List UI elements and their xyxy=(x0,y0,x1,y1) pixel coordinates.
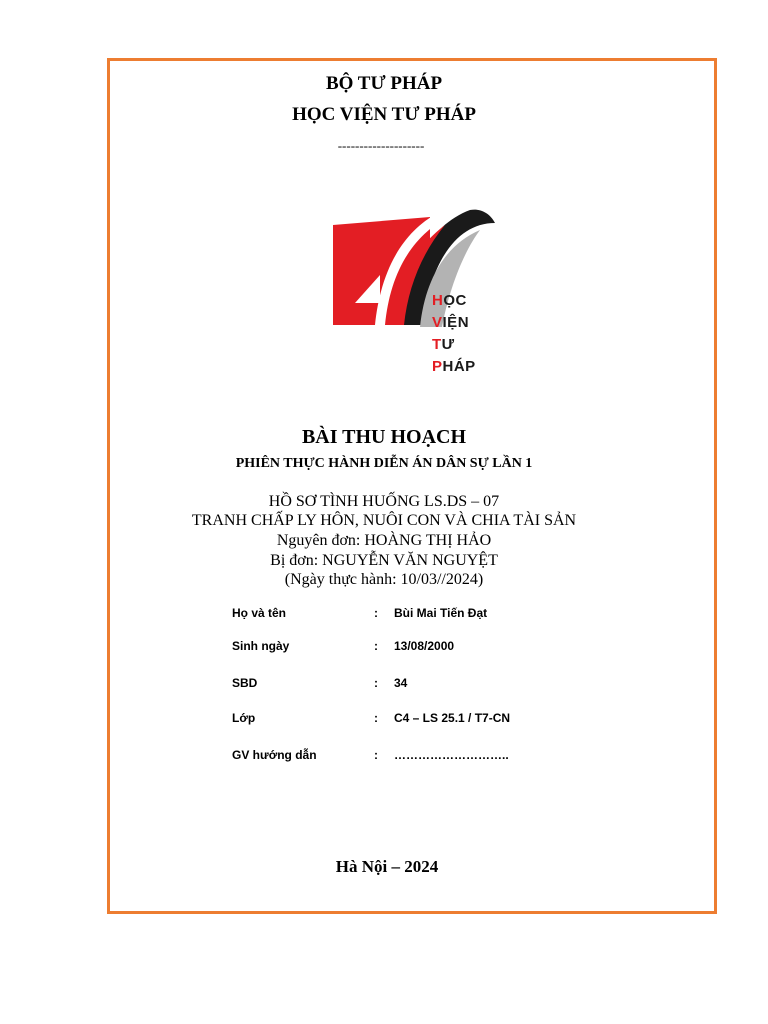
header-separator: -------------------- xyxy=(337,138,425,153)
dispute-title: TRANH CHẤP LY HÔN, NUÔI CON VÀ CHIA TÀI SẢN xyxy=(191,512,577,529)
report-title: BÀI THU HOẠCH xyxy=(301,426,467,448)
place-year: Hà Nội – 2024 xyxy=(335,857,439,876)
defendant: Bị đơn: NGUYỄN VĂN NGUYỆT xyxy=(270,552,498,569)
session-subtitle: PHIÊN THỰC HÀNH DIỄN ÁN DÂN SỰ LẦN 1 xyxy=(235,456,533,471)
ministry-heading: BỘ TƯ PHÁP xyxy=(325,73,443,94)
plaintiff: Nguyên đơn: HOÀNG THỊ HẢO xyxy=(276,532,492,549)
case-file: HỒ SƠ TÌNH HUỐNG LS.DS – 07 xyxy=(268,493,500,510)
practice-date: (Ngày thực hành: 10/03//2024) xyxy=(284,571,484,588)
logo-wordmark: HỌC VIỆN TƯ PHÁP xyxy=(432,292,476,375)
page-border xyxy=(107,58,717,914)
academy-heading: HỌC VIỆN TƯ PHÁP xyxy=(292,104,476,125)
